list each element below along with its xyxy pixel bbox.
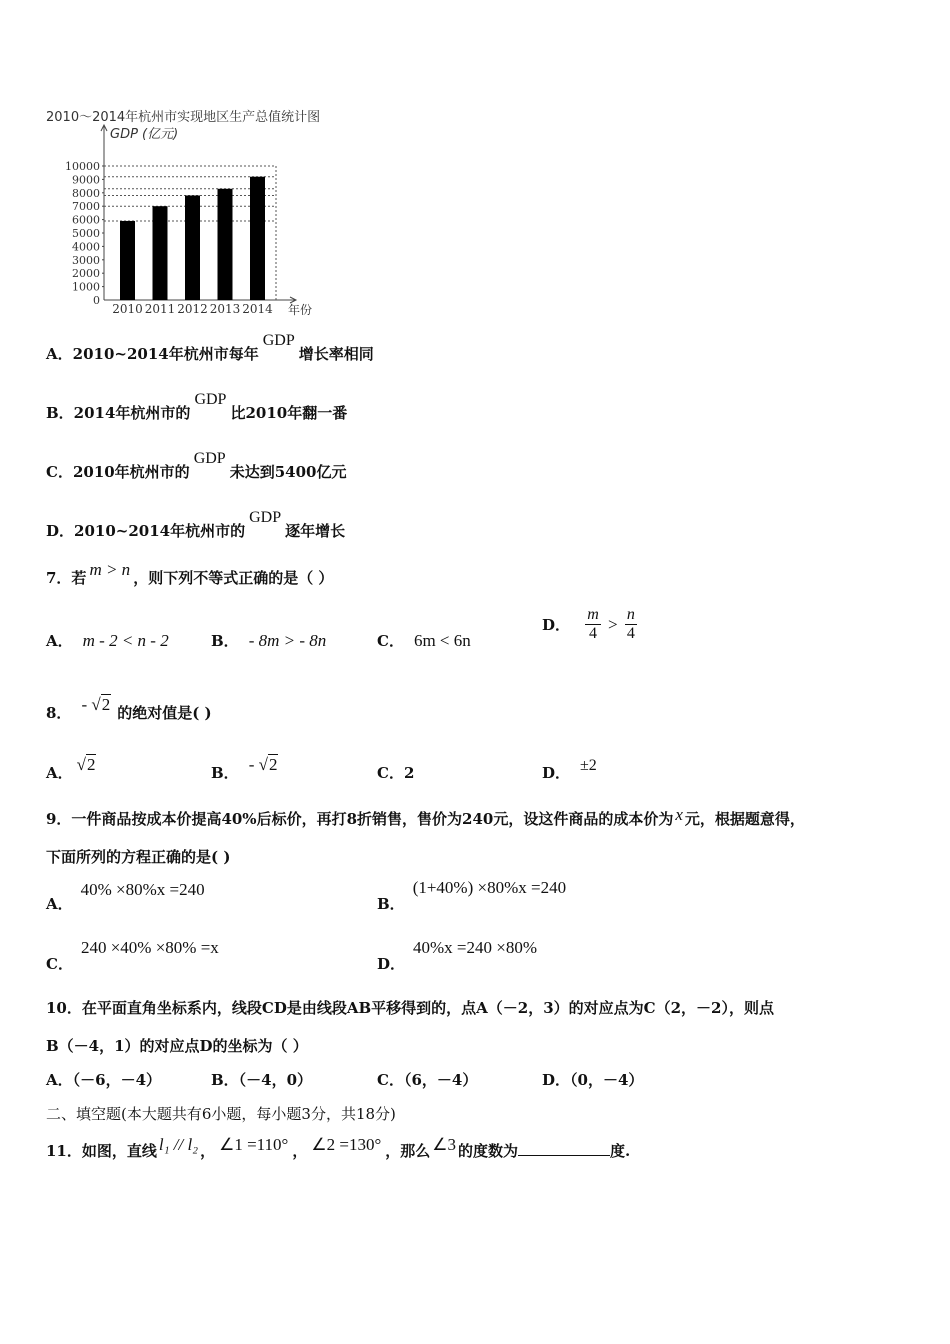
q6-c-gdp: GDP <box>193 450 226 467</box>
q8-a-sqrt: √2 <box>76 755 96 774</box>
q7-d-den1: 4 <box>589 625 598 642</box>
q10-stem-line2: B（－4，1）的对应点D的坐标为（ ） <box>46 1037 308 1055</box>
q6-c-prefix: C．2010年杭州市的 <box>46 463 190 481</box>
q6-option-b[interactable] <box>46 391 348 423</box>
q7-d-frac-n <box>625 606 637 643</box>
q7-d-den2: 4 <box>626 625 635 642</box>
gdp-bar-chart <box>46 122 346 327</box>
q6-d-prefix: D．2010~2014年杭州市的 <box>46 522 246 540</box>
q6-b-prefix: B．2014年杭州市的 <box>46 404 191 422</box>
y-tick-label: 9000 <box>72 173 100 187</box>
q8-neg-sqrt2: - √2 <box>81 695 111 714</box>
q7-b-math: - 8m > - 8n <box>248 631 327 650</box>
q10-stem-line1: 10．在平面直角坐标系内，线段CD是由线段AB平移得到的，点A（－2，3）的对应点为C（2，－2），则点 <box>46 999 774 1017</box>
q6-option-d[interactable] <box>46 509 346 541</box>
q7-stem-suffix: ，则下列不等式正确的是（ ） <box>133 569 334 587</box>
y-tick-label: 5000 <box>72 227 100 240</box>
q11-answer-blank[interactable] <box>518 1141 610 1156</box>
q6-option-a[interactable] <box>46 332 374 364</box>
q7-option-d[interactable] <box>542 606 637 643</box>
q6-d-gdp: GDP <box>249 509 282 526</box>
q8-option-b[interactable] <box>211 755 278 783</box>
bar-2013 <box>218 189 233 300</box>
y-tick-label: 8000 <box>72 186 100 200</box>
q11-angle1: ∠1 =110° <box>219 1135 289 1154</box>
q9-b-label: B． <box>377 895 405 913</box>
y-tick-label: 0 <box>93 294 100 307</box>
q9-a-label: A． <box>46 895 73 913</box>
y-tick-label: 7000 <box>72 200 100 214</box>
q9-stem-line2: 下面所列的方程正确的是( ) <box>46 848 231 866</box>
section-2-heading: 二、填空题(本大题共有6小题，每小题3分，共18分) <box>46 1105 396 1123</box>
q11-angle3: ∠3 <box>432 1135 457 1154</box>
q7-option-b[interactable] <box>211 630 326 651</box>
q8-neg: - <box>81 695 88 714</box>
q6-d-suffix: 逐年增长 <box>285 522 346 540</box>
q6-a-suffix: 增长率相同 <box>298 345 374 363</box>
q9-option-a[interactable] <box>46 879 205 913</box>
q7-a-label: A． <box>46 632 73 650</box>
y-tick-label: 6000 <box>72 213 100 227</box>
q9-b-math: (1+40%) ×80%x =240 <box>412 878 567 897</box>
q7-c-math: 6m < 6n <box>413 631 471 650</box>
q8-option-a[interactable] <box>46 755 96 783</box>
q6-b-suffix: 比2010年翻一番 <box>230 404 348 422</box>
bar-2012 <box>185 195 200 300</box>
q9-c-label: C． <box>46 955 73 973</box>
q7-c-label: C． <box>377 632 404 650</box>
q11-sep1: ， <box>200 1142 216 1160</box>
bar-2010 <box>120 221 135 300</box>
q6-c-suffix: 未达到5400亿元 <box>229 463 347 481</box>
q6-option-c[interactable] <box>46 450 347 482</box>
q6-a-prefix: A．2010~2014年杭州市每年 <box>46 345 259 363</box>
q8-option-c[interactable] <box>377 762 414 783</box>
q7-stem-prefix: 7．若 <box>46 569 87 587</box>
q9-c-math: 240 ×40% ×80% =x <box>80 938 219 957</box>
y-tick-label: 10000 <box>65 160 100 173</box>
q8-stem <box>46 695 212 723</box>
x-tick-label-2011: 2011 <box>144 302 176 316</box>
q11-suffix2: 度. <box>610 1142 631 1160</box>
q10-option-d[interactable]: D．（0，－4） <box>542 1071 644 1089</box>
bar-2014 <box>250 177 265 300</box>
y-tick-label: 3000 <box>72 253 100 267</box>
q10-option-c[interactable]: C．（6，－4） <box>377 1071 478 1089</box>
x-axis-label: 年份 <box>288 303 313 317</box>
q7-option-c[interactable] <box>377 630 471 651</box>
q9-d-label: D． <box>377 955 406 973</box>
q11-parallel: l₁ // l₂ <box>158 1135 199 1154</box>
y-tick-label: 2000 <box>72 267 100 281</box>
q9-stem-line1 <box>46 805 805 829</box>
q8-option-d[interactable] <box>542 757 597 783</box>
y-tick-label: 1000 <box>72 280 100 294</box>
q11-mid: ，那么 <box>385 1142 431 1160</box>
q7-a-math: m - 2 < n - 2 <box>82 631 169 650</box>
q8-c-label: C． <box>377 764 404 782</box>
q8-d-value: ±2 <box>580 757 597 774</box>
q10-option-b[interactable]: B．（－4，0） <box>211 1071 313 1089</box>
q9-option-b[interactable] <box>377 877 567 913</box>
q8-radicand: 2 <box>101 695 111 714</box>
q8-stem-suffix: 的绝对值是( ) <box>117 704 212 722</box>
q7-option-a[interactable] <box>46 630 169 651</box>
x-tick-label-2012: 2012 <box>177 302 208 316</box>
q11-prefix: 11．如图，直线 <box>46 1142 157 1160</box>
bar-2011 <box>153 206 168 300</box>
x-tick-label-2010: 2010 <box>112 302 143 316</box>
q11-angle2: ∠2 =130° <box>311 1135 382 1154</box>
q8-b-neg: - <box>248 755 255 774</box>
x-tick-label-2014: 2014 <box>242 302 273 316</box>
y-axis-label: GDP (亿元) <box>110 127 179 142</box>
q8-c-value: 2 <box>403 764 415 782</box>
q9-line1-prefix: 9．一件商品按成本价提高40%后标价，再打8折销售，售价为240元，设这件商品的成本价为 <box>46 810 674 828</box>
x-tick-label-2013: 2013 <box>209 302 241 316</box>
q9-line1-suffix: 元，根据题意得， <box>684 810 805 828</box>
q11-sep2: ， <box>292 1142 308 1160</box>
q8-num: 8． <box>46 704 72 722</box>
q8-a-label: A． <box>46 764 73 782</box>
q9-option-d[interactable] <box>377 937 538 973</box>
q8-b-radicand: 2 <box>268 755 278 774</box>
q9-a-math: 40% ×80%x =240 <box>80 880 205 899</box>
q7-d-label: D． <box>542 616 571 634</box>
q7-stem-math: m > n <box>89 560 131 579</box>
q7-d-frac-m <box>585 606 601 643</box>
q7-d-num2: n <box>626 606 635 623</box>
q9-d-math: 40%x =240 ×80% <box>413 938 538 957</box>
q6-a-gdp: GDP <box>262 332 295 349</box>
q7-d-op: > <box>608 614 618 634</box>
q8-d-label: D． <box>542 764 571 782</box>
q11-stem <box>46 1135 631 1161</box>
q6-b-gdp: GDP <box>194 391 227 408</box>
q7-stem <box>46 560 334 588</box>
q8-b-label: B． <box>211 764 239 782</box>
q9-option-c[interactable] <box>46 937 219 973</box>
q10-option-a[interactable]: A．（－6，－4） <box>46 1071 162 1089</box>
chart-title: 2010～2014年杭州市实现地区生产总值统计图 <box>46 110 321 125</box>
q8-a-radicand: 2 <box>86 755 96 774</box>
y-tick-label: 4000 <box>72 240 100 254</box>
q9-var: x <box>675 805 683 824</box>
q7-b-label: B． <box>211 632 239 650</box>
q8-b-sqrt: - √2 <box>248 755 278 774</box>
q11-suffix1: 的度数为 <box>458 1142 519 1160</box>
q7-d-num1: m <box>587 606 599 623</box>
